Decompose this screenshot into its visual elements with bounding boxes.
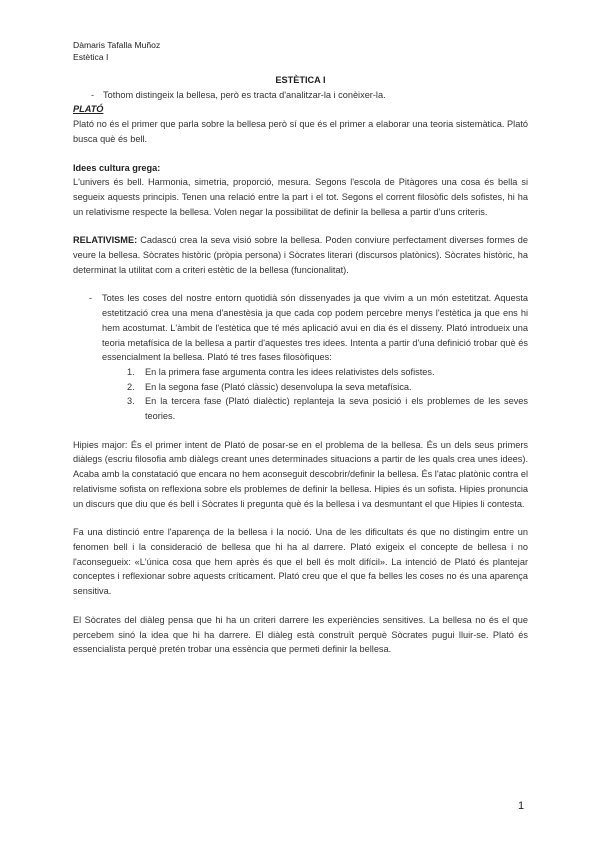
document-body <box>73 73 528 657</box>
relativisme-paragraph <box>73 233 528 277</box>
list-item <box>127 394 528 423</box>
intro-bullet <box>73 88 528 103</box>
author-name: Dàmaris Tafalla Muñoz <box>73 40 161 50</box>
distincio-paragraph: Fa una distinció entre l'aparença de la bellesa i la noció. Una de les dificultats és que no distingim entre un fenomen bell i la consideració de bellesa que hi ha al darrere. Plató exigeix el concepte de bellesa i no l'aconsegueix: «L'única cosa que hem après és que el bell és molt difícil». La intenció de Plató és plantejar conceptes i reflexionar sobre aquests críticament. Plató creu que el que fa belles les coses no és una aparença sensitiva. <box>73 527 528 597</box>
relativisme-label: RELATIVISME: <box>73 235 138 246</box>
idees-paragraph: L'univers és bell. Harmonia, simetria, proporció, mesura. Segons l'escola de Pitàgores una cosa és bella si segueix aquests principis. Tenen una relació entre la part i el tot. Segons el corrent filosòfic dels sofistes, hi ha un relativisme respecte la bellesa. Volen negar la possibilitat de definir la bellesa a partir d'uns criteris. <box>73 177 528 217</box>
page-header <box>73 39 160 63</box>
list-item <box>127 380 528 395</box>
intro-bullet-text: Tothom distingeix la bellesa, però es tracta d'analitzar-la i conèixer-la. <box>103 89 386 100</box>
hipies-paragraph: Hipies major: És el primer intent de Plató de posar-se en el problema de la bellesa. És un dels seus primers diàlegs (escriu filosofia amb diàlegs creant unes determinades situacions a partir de les quals crea unes idees). Acaba amb la constatació que encara no hem aconseguit descobrir/definir la bellesa. És l'atac platònic contra el relativisme sofista on reflexiona sobre els problemes de definir la bellesa. Hipies és un sofista. Hipies pronuncia un discurs que diu que és bell i Sòcrates li pregunta què és la bellesa i va desmuntant el que Hipies li contesta. <box>73 439 528 509</box>
list-number: 1. <box>127 366 135 377</box>
socrates-paragraph: El Sòcrates del diàleg pensa que hi ha un criteri darrere les experiències sensitives. La bellesa no és el que percebem sinó la idea que hi ha darrere. El diàleg està construït perquè Sòcrates pugui lluir-se. Plató és essencialista perquè pretén trobar una essència que permeti definir la bellesa. <box>73 614 528 655</box>
plato-paragraph: Plató no és el primer que parla sobre la bellesa però sí que és el primer a elaborar una teoria sistemàtica. Plató busca què és bell. <box>73 119 528 144</box>
list-number: 3. <box>127 396 135 407</box>
entorn-bullet <box>73 291 528 365</box>
page-number: 1 <box>518 800 525 812</box>
relativisme-text: Cadascú crea la seva visió sobre la bellesa. Poden conviure perfectament diverses formes de veure la bellesa. Sòcrates històric (pròpia persona) i Sòcrates literari (discursos platònics). Sòcrates històric, ha determinat la utilitat com a criteri estètic de la bellesa (funcionalitat). <box>73 235 528 275</box>
bullet-marker: - <box>91 89 95 100</box>
subject-name: Estètica I <box>73 52 109 62</box>
idees-heading: Idees cultura grega: <box>73 162 161 173</box>
document-title: ESTÈTICA I <box>275 75 326 85</box>
list-item-text: En la segona fase (Plató clàssic) desenvolupa la seva metafísica. <box>145 381 412 392</box>
bullet-marker: - <box>89 293 93 304</box>
plato-heading: PLATÓ <box>73 104 104 115</box>
fases-list <box>73 365 528 424</box>
list-item-text: En la tercera fase (Plató dialèctic) replanteja la seva posició i els problemes de les seves teories. <box>145 396 528 422</box>
list-item <box>127 365 528 380</box>
entorn-bullet-text: Totes les coses del nostre entorn quotidià són dissenyades ja que vivim a un món estetitzat. Aquesta estetització crea una mena d'anestèsia ja que cada cop podem percebre menys l'estètica ja que ens hi hem acostumat. L'àmbit de l'estètica que té més aplicació avui en dia és el disseny. Plató introdueix una teoria metafísica de la bellesa a partir d'aquestes tres idees. Intenta a partir d'una definició trobar què és essencialment la bellesa. Plató té tres fases filosòfiques: <box>102 293 528 363</box>
list-number: 2. <box>127 381 135 392</box>
list-item-text: En la primera fase argumenta contra les idees relativistes dels sofistes. <box>145 366 435 377</box>
